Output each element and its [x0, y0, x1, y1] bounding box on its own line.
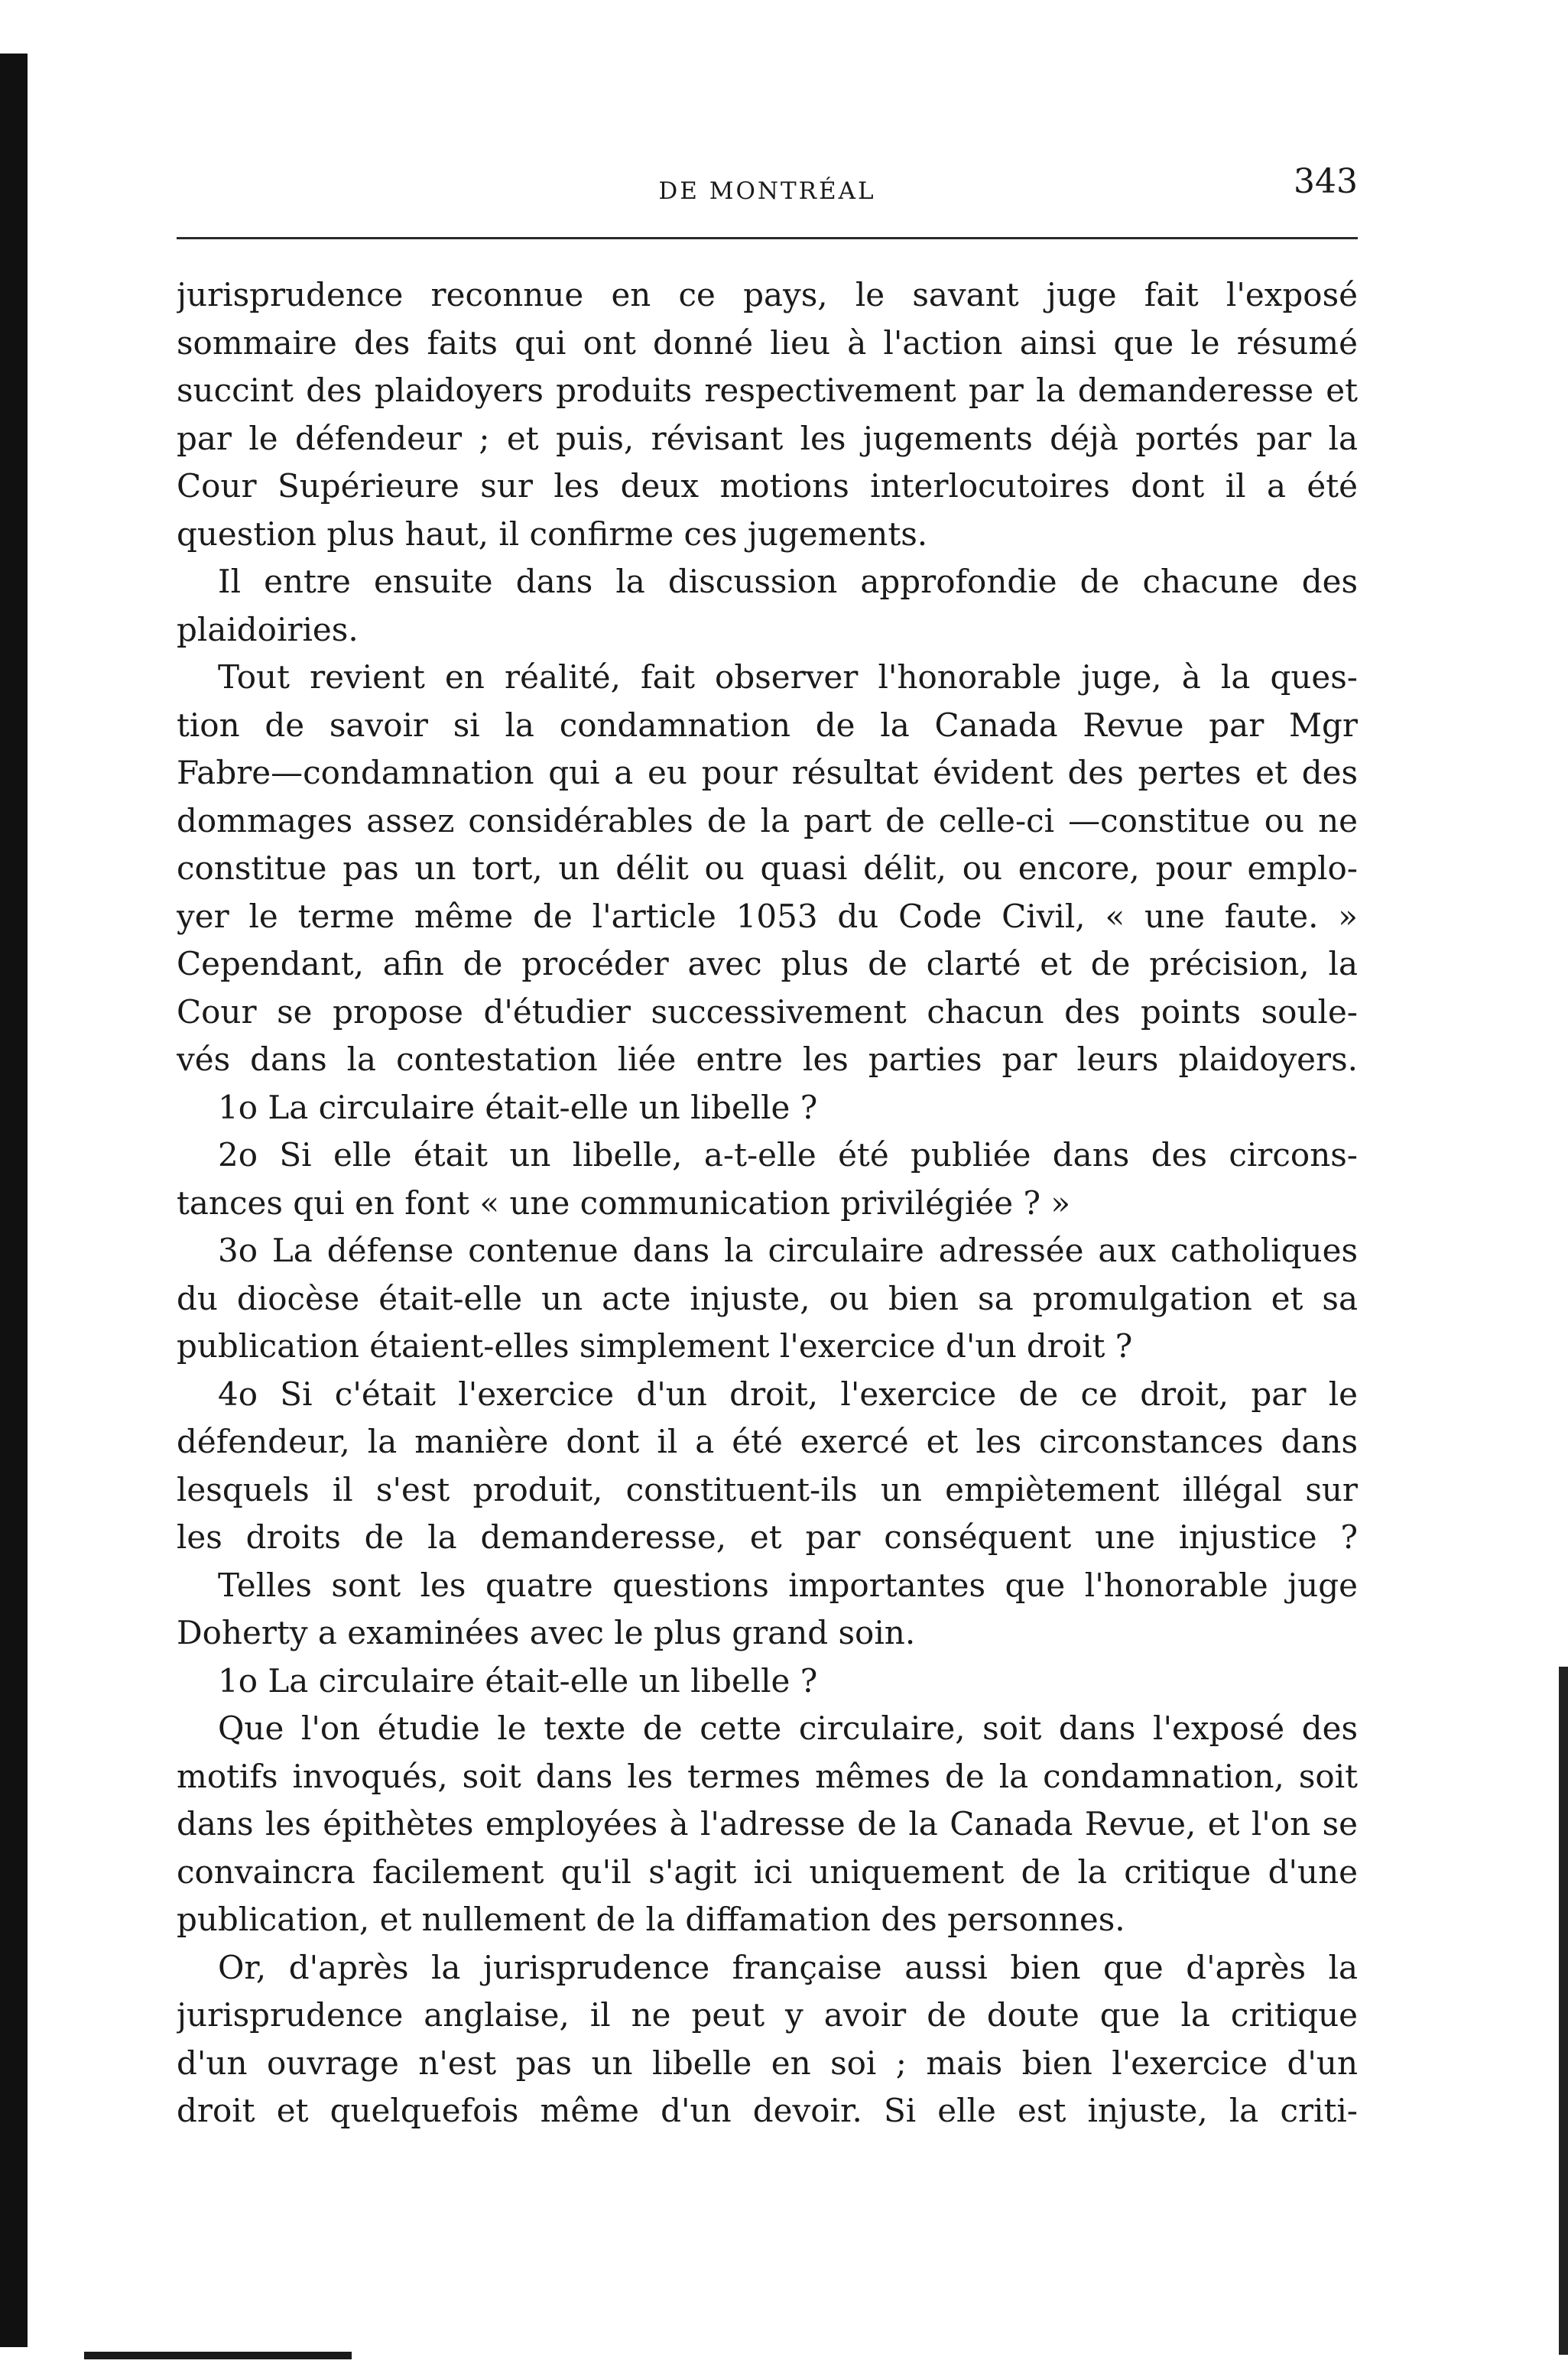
text-line: motifs invoqués, soit dans les termes mêmes de la condamnation, soit — [177, 1757, 1358, 1795]
text-line: Doherty a examinées avec le plus grand soin. — [177, 1614, 916, 1651]
header-rule — [177, 237, 1358, 239]
text-line: Cour Supérieure sur les deux motions interlocutoires dont il a été — [177, 467, 1358, 505]
body-text — [177, 271, 1358, 2135]
text-line: Telles sont les quatre questions importantes que l'honorable juge — [218, 1566, 1358, 1604]
text-line: dommages assez considérables de la part de celle-ci —constitue ou ne — [177, 801, 1358, 839]
scan-bottom-edge — [84, 2352, 352, 2359]
text-line: Tout revient en réalité, fait observer l'honorable juge, à la ques- — [218, 658, 1358, 696]
text-line: question plus haut, il confirme ces jugements. — [177, 515, 928, 553]
text-line: Or, d'après la jurisprudence française aussi bien que d'après la — [218, 1948, 1358, 1986]
text-line: Cour se propose d'étudier successivement chacun des points soule- — [177, 992, 1358, 1031]
text-line: constitue pas un tort, un délit ou quasi délit, ou encore, pour emplo- — [177, 849, 1358, 887]
text-line: 1o La circulaire était-elle un libelle ? — [218, 1661, 818, 1700]
scan-binding-edge — [0, 54, 28, 2347]
text-line: tances qui en font « une communication privilégiée ? » — [177, 1184, 1071, 1222]
text-line: 3o La défense contenue dans la circulaire adressée aux catholiques — [218, 1232, 1358, 1269]
page-header — [177, 115, 1358, 206]
text-line: Que l'on étudie le texte de cette circulaire, soit dans l'exposé des — [218, 1710, 1358, 1747]
text-line: publication étaient-elles simplement l'exercice d'un droit ? — [177, 1327, 1133, 1365]
text-line: droit et quelquefois même d'un devoir. Si elle est injuste, la criti- — [177, 2092, 1358, 2129]
text-line: Fabre—condamnation qui a eu pour résultat évident des pertes et des — [177, 754, 1358, 791]
text-line: sommaire des faits qui ont donné lieu à l'action ainsi que le résumé — [177, 323, 1358, 362]
text-line: succint des plaidoyers produits respectivement par la demanderesse et — [177, 372, 1358, 409]
text-line: lesquels il s'est produit, constituent-ils un empiètement illégal sur — [177, 1470, 1358, 1508]
text-line: 2o Si elle était un libelle, a-t-elle été publiée dans des circons- — [218, 1136, 1358, 1174]
scan-right-edge — [1559, 1667, 1568, 2355]
running-head: DE MONTRÉAL — [658, 177, 876, 205]
text-line: par le défendeur ; et puis, révisant les jugements déjà portés par la — [177, 419, 1358, 457]
text-line: Il entre ensuite dans la discussion approfondie de chacune des — [218, 563, 1358, 600]
text-line: 1o La circulaire était-elle un libelle ? — [218, 1088, 818, 1126]
text-line: dans les épithètes employées à l'adresse de la Canada Revue, et l'on se — [177, 1805, 1358, 1843]
text-line: vés dans la contestation liée entre les parties par leurs plaidoyers. — [177, 1041, 1358, 1078]
text-line: yer le terme même de l'article 1053 du Code Civil, « une faute. » — [177, 897, 1358, 935]
page-number: 343 — [1294, 162, 1358, 201]
text-line: 4o Si c'était l'exercice d'un droit, l'exercice de ce droit, par le — [218, 1375, 1358, 1413]
text-line: plaidoiries. — [177, 610, 359, 648]
text-line: d'un ouvrage n'est pas un libelle en soi ; mais bien l'exercice d'un — [177, 2044, 1358, 2082]
text-line: jurisprudence anglaise, il ne peut y avoir de doute que la critique — [177, 1996, 1358, 2034]
text-line: tion de savoir si la condamnation de la Canada Revue par Mgr — [177, 706, 1358, 744]
text-line: défendeur, la manière dont il a été exercé et les circonstances dans — [177, 1423, 1358, 1460]
text-line: du diocèse était-elle un acte injuste, ou bien sa promulgation et sa — [177, 1279, 1358, 1317]
text-line: publication, et nullement de la diffamation des personnes. — [177, 1901, 1125, 1938]
text-line: les droits de la demanderesse, et par conséquent une injustice ? — [177, 1518, 1358, 1556]
text-line: jurisprudence reconnue en ce pays, le savant juge fait l'exposé — [177, 276, 1358, 313]
text-line: Cependant, afin de procéder avec plus de clarté et de précision, la — [177, 945, 1358, 982]
text-line: convaincra facilement qu'il s'agit ici uniquement de la critique d'une — [177, 1852, 1358, 1891]
